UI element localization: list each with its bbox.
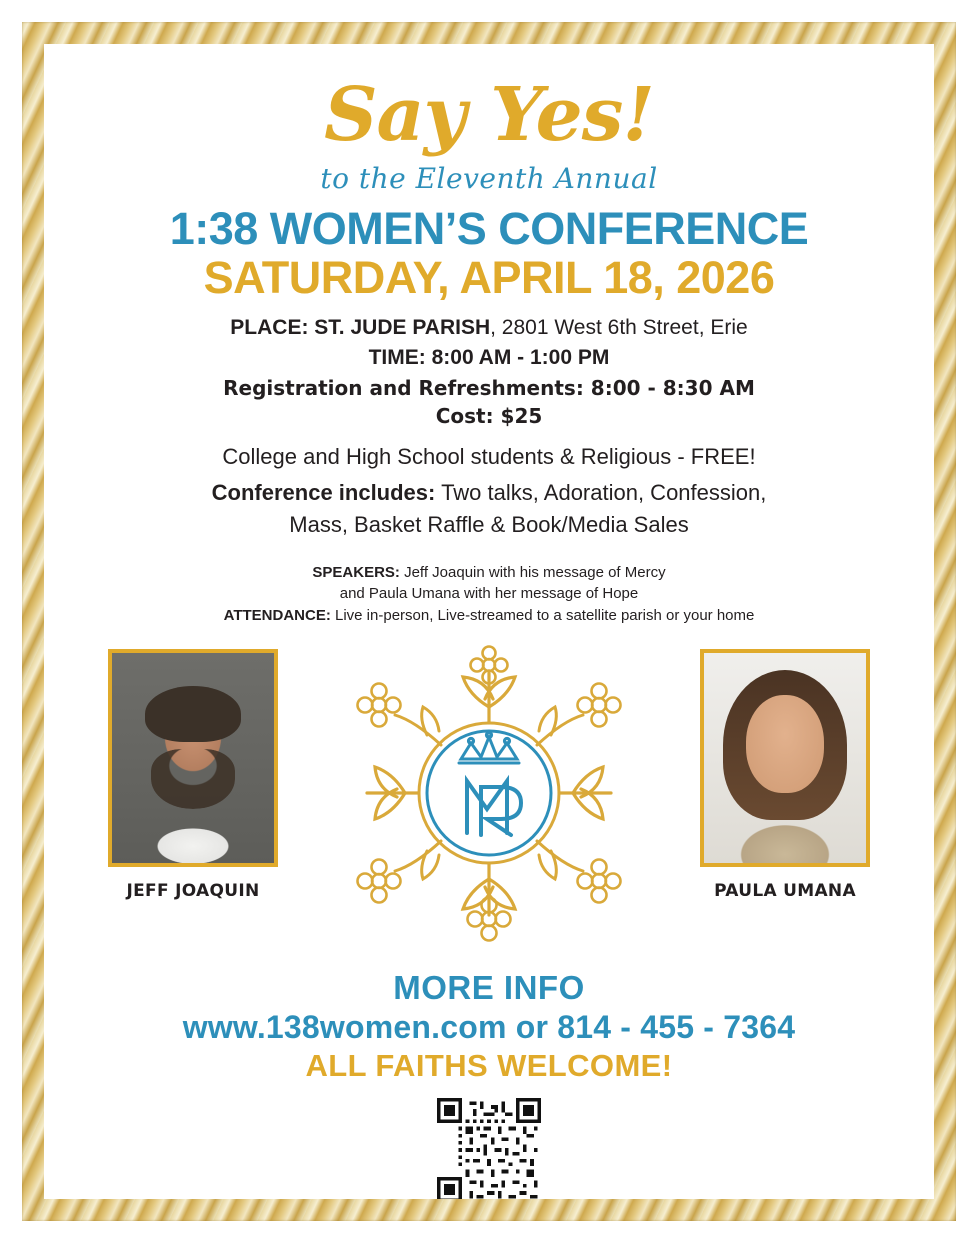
place-label: PLACE: ST. JUDE PARISH <box>230 315 491 339</box>
includes-items: Two talks, Adoration, Confession, <box>435 479 767 505</box>
subheadline: to the Eleventh Annual <box>320 162 658 195</box>
time-line: TIME: 8:00 AM - 1:00 PM <box>368 345 610 369</box>
script-headline: Say Yes! <box>324 72 654 158</box>
speakers-line-1 <box>44 562 934 584</box>
attendance-line <box>44 605 934 627</box>
speaker-one-text: Jeff Joaquin with his message of Mercy <box>399 563 666 581</box>
includes-label: Conference includes: <box>211 479 436 505</box>
speakers-label: SPEAKERS: <box>312 563 400 581</box>
registration-line: Registration and Refreshments: 8:00 - 8:30 AM <box>223 375 755 400</box>
speaker-name-left: JEFF JOAQUIN <box>126 880 260 901</box>
website-phone-line[interactable]: www.138women.com or 814 - 455 - 7364 <box>182 1008 796 1045</box>
marian-crest-icon <box>309 643 669 948</box>
qr-code-icon[interactable] <box>437 1098 541 1199</box>
conference-title: 1:38 WOMEN’S CONFERENCE <box>169 203 809 254</box>
portrait-image-jeff <box>112 653 274 863</box>
poster-content <box>44 44 934 1199</box>
attendance-text: Live in-person, Live-streamed to a satellite parish or your home <box>330 607 755 624</box>
speakers-line-2: and Paula Umana with her message of Hope <box>339 585 639 603</box>
place-line <box>44 316 934 340</box>
speaker-photo-paula-umana <box>700 649 870 867</box>
attendance-label: ATTENDANCE: <box>223 607 331 624</box>
more-info-heading: MORE INFO <box>393 968 585 1006</box>
conference-date: SATURDAY, APRIL 18, 2026 <box>203 252 775 304</box>
speakers-photo-row <box>44 649 934 949</box>
free-admission-line: College and High School students & Religious - FREE! <box>222 443 756 469</box>
qr-code-wrapper <box>44 1098 934 1199</box>
place-address: , 2801 West 6th Street, Erie <box>490 315 748 339</box>
includes-line-2: Mass, Basket Raffle & Book/Media Sales <box>289 511 689 537</box>
portrait-image-paula <box>704 653 866 863</box>
all-faiths-welcome: ALL FAITHS WELCOME! <box>305 1047 673 1083</box>
cost-line: Cost: $25 <box>435 403 543 428</box>
speaker-name-right: PAULA UMANA <box>714 880 856 901</box>
includes-line <box>44 480 934 506</box>
speaker-photo-jeff-joaquin <box>108 649 278 867</box>
speakers-block <box>44 562 934 627</box>
